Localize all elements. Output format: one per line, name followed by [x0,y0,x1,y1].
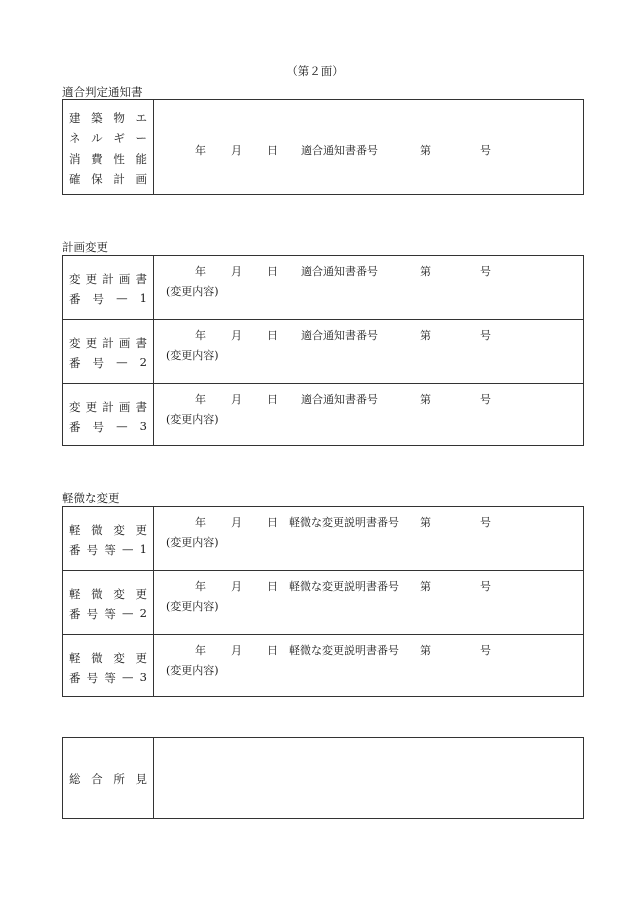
label-char: 軽 [69,651,81,665]
label-line [69,355,147,371]
label-char: 2 [139,606,147,620]
change-details-label[interactable]: (変更内容) [166,600,219,613]
year-field[interactable]: 年 [195,265,206,278]
plan-change-label-cell [63,256,154,319]
ordinal-label: 第 [420,516,431,529]
minor-change-row [63,570,583,634]
label-char: 計 [102,400,114,414]
label-char: 計 [102,272,114,286]
year-field[interactable]: 年 [195,644,206,657]
label-char: 画 [118,272,131,286]
minor-change-label-cell [63,571,154,634]
label-line [69,650,147,666]
plan-change-label-cell [63,320,154,383]
label-char: 微 [91,651,103,665]
label-char: — [121,542,134,556]
plan-change-row [63,383,583,445]
label-char: 変 [113,651,125,665]
label-line [69,130,147,146]
plan-change-table [62,255,584,446]
overall-opinion-row [63,738,583,818]
label-char: 番 [69,671,81,685]
ordinal-label: 第 [420,329,431,342]
label-char: 書 [135,272,147,286]
label-char: 性 [113,152,125,166]
label-line [69,419,147,435]
ordinal-label: 第 [420,393,431,406]
label-line [69,110,147,126]
label-char: 計 [113,172,125,186]
label-char: — [116,355,128,369]
label-char: — [116,291,128,305]
label-char: 号 [92,356,105,370]
ordinal-label: 第 [420,144,431,157]
month-field[interactable]: 月 [231,144,242,157]
plan-change-row [63,256,583,319]
label-char: 更 [85,400,98,414]
label-char: 画 [118,400,131,414]
label-line [69,291,147,307]
label-line [69,522,147,538]
label-char: 所 [113,772,125,786]
minor-change-row [63,507,583,570]
label-line [69,399,147,415]
label-line [69,151,147,167]
overall-opinion-input[interactable] [155,738,583,818]
label-char: 物 [113,111,125,125]
number-suffix-label[interactable]: 号 [480,580,491,593]
overall-opinion-table [62,737,584,819]
day-field[interactable]: 日 [267,144,278,157]
plan-change-title: 計画変更 [62,240,108,254]
label-char: 微 [91,587,103,601]
number-suffix-label[interactable]: 号 [480,516,491,529]
year-field[interactable]: 年 [195,393,206,406]
label-char: 更 [85,272,98,286]
minor-change-table [62,506,584,697]
month-field[interactable]: 月 [231,644,242,657]
label-char: 番 [69,356,81,370]
minor-number-label: 軽微な変更説明書番号 [289,644,399,657]
label-char: ネ [69,131,81,145]
label-line [69,771,147,787]
label-char: 更 [85,336,98,350]
minor-change-label-cell [63,507,154,570]
label-char: 3 [139,419,147,433]
label-char: ー [135,131,147,145]
notice-number-label: 適合通知書番号 [301,265,378,278]
label-char: 軽 [69,523,81,537]
label-char: 更 [135,523,147,537]
label-char: 確 [69,172,81,186]
minor-change-row [63,634,583,696]
label-char: 画 [118,336,131,350]
notice-row [63,100,583,194]
label-char: 微 [91,523,103,537]
notice-number-label: 適合通知書番号 [301,329,378,342]
year-field[interactable]: 年 [195,580,206,593]
label-char: 計 [102,336,114,350]
number-suffix-label[interactable]: 号 [480,644,491,657]
plan-change-row [63,319,583,383]
change-details-label[interactable]: (変更内容) [166,349,219,362]
number-suffix-label[interactable]: 号 [480,265,491,278]
year-field[interactable]: 年 [195,329,206,342]
label-line [69,670,147,686]
ordinal-label: 第 [420,265,431,278]
number-suffix-label[interactable]: 号 [480,393,491,406]
year-field[interactable]: 年 [195,144,206,157]
label-char: 3 [139,670,147,684]
label-char: 更 [135,587,147,601]
year-field[interactable]: 年 [195,516,206,529]
change-details-label[interactable]: (変更内容) [166,664,219,677]
label-line [69,335,147,351]
label-line [69,171,147,187]
label-char: 能 [135,152,147,166]
label-char: 2 [139,355,147,369]
day-field[interactable]: 日 [267,516,278,529]
label-char: 番 [69,420,81,434]
label-char: 築 [91,111,103,125]
minor-number-label: 軽微な変更説明書番号 [289,580,399,593]
label-char: 番 [69,543,81,557]
label-char: — [116,419,128,433]
month-field[interactable]: 月 [231,265,242,278]
notice-table [62,99,584,195]
day-field[interactable]: 日 [267,265,278,278]
label-char: 号 [86,671,99,685]
label-char: 号 [86,607,99,621]
label-char: 変 [69,336,81,350]
ordinal-label: 第 [420,644,431,657]
month-field[interactable]: 月 [231,393,242,406]
label-char: 見 [135,772,147,786]
ordinal-label: 第 [420,580,431,593]
label-char: 変 [113,523,125,537]
label-char: 総 [69,772,81,786]
month-field[interactable]: 月 [231,516,242,529]
label-char: 更 [135,651,147,665]
notice-section-title: 適合判定通知書 [62,85,143,99]
notice-label-cell [63,100,154,194]
change-details-label[interactable]: (変更内容) [166,536,219,549]
label-char: 変 [69,272,81,286]
label-char: ル [91,131,103,145]
label-char: 費 [91,152,103,166]
label-char: 等 [104,543,116,557]
label-char: 1 [139,542,147,556]
label-char: 書 [135,400,147,414]
number-suffix-label[interactable]: 号 [480,144,491,157]
label-char: ギ [113,131,125,145]
label-char: 号 [86,543,99,557]
label-char: 号 [92,292,105,306]
label-char: 番 [69,292,81,306]
day-field[interactable]: 日 [267,329,278,342]
notice-number-label: 適合通知書番号 [301,144,378,157]
day-field[interactable]: 日 [267,393,278,406]
month-field[interactable]: 月 [231,329,242,342]
label-char: エ [135,111,147,125]
label-char: 番 [69,607,81,621]
minor-number-label: 軽微な変更説明書番号 [289,516,399,529]
change-details-label[interactable]: (変更内容) [166,285,219,298]
label-char: 変 [113,587,125,601]
label-char: 1 [139,291,147,305]
page-number-label: （第２面） [286,64,344,78]
label-line [69,586,147,602]
label-char: 消 [69,152,81,166]
label-char: 軽 [69,587,81,601]
label-char: 合 [91,772,103,786]
label-char: 等 [104,607,116,621]
label-line [69,606,147,622]
label-line [69,271,147,287]
overall-opinion-label-cell [63,738,154,818]
label-char: 号 [92,420,105,434]
day-field[interactable]: 日 [267,580,278,593]
label-char: — [121,606,134,620]
minor-change-label-cell [63,635,154,696]
label-char: 保 [91,172,103,186]
month-field[interactable]: 月 [231,580,242,593]
change-details-label[interactable]: (変更内容) [166,413,219,426]
day-field[interactable]: 日 [267,644,278,657]
label-line [69,542,147,558]
plan-change-label-cell [63,384,154,445]
label-char: 等 [104,671,116,685]
minor-change-title: 軽微な変更 [62,491,120,505]
label-char: 書 [135,336,147,350]
number-suffix-label[interactable]: 号 [480,329,491,342]
label-char: 画 [135,172,147,186]
notice-number-label: 適合通知書番号 [301,393,378,406]
label-char: — [121,670,134,684]
label-char: 変 [69,400,81,414]
label-char: 建 [69,111,81,125]
